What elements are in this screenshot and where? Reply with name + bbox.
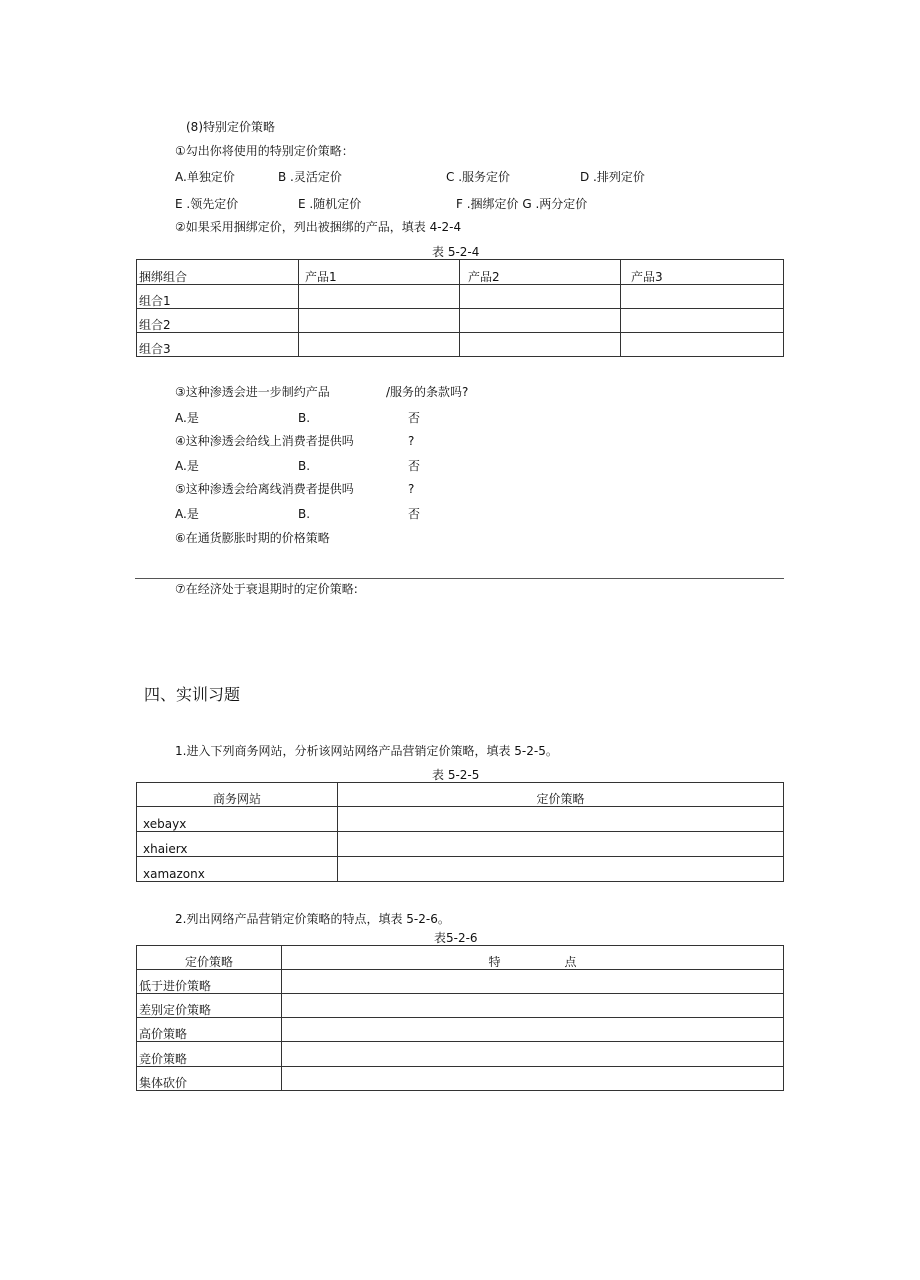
website-name: xebayx: [137, 807, 338, 832]
table-caption-524: 表 5-2-4: [432, 245, 480, 259]
table-cell: [282, 970, 784, 994]
header-features-part-1: 特: [488, 955, 501, 969]
answer-b: B.: [298, 459, 311, 473]
option-f-g: F .捆绑定价 G .两分定价: [456, 197, 588, 211]
table-cell: [460, 333, 621, 357]
answer-a: A.是: [175, 459, 199, 473]
answer-b: B.: [298, 411, 311, 425]
answer-no: 否: [408, 507, 421, 521]
option-e: E .领先定价: [175, 197, 239, 211]
question-1: ①勾出你将使用的特别定价策略：: [175, 144, 354, 158]
table-cell: [338, 857, 784, 882]
website-name: xamazonx: [137, 857, 338, 882]
website-name: xhaierx: [137, 832, 338, 857]
table-cell: [621, 309, 784, 333]
answer-b: B.: [298, 507, 311, 521]
header-product-2: 产品2: [460, 260, 621, 285]
question-5: ⑤这种渗透会给离线消费者提供吗: [175, 482, 354, 496]
table-row: [137, 832, 784, 857]
table-row: [137, 333, 784, 357]
row-label: 组合3: [137, 333, 299, 357]
strategy-name: 集体砍价: [137, 1067, 282, 1091]
table-cell: [338, 832, 784, 857]
table-cell: [282, 994, 784, 1018]
table-row: [137, 285, 784, 309]
table-cell: [282, 1018, 784, 1042]
header-features-part-2: 点: [564, 955, 577, 969]
row-label: 组合2: [137, 309, 299, 333]
table-row: [137, 1042, 784, 1067]
table-cell: [299, 333, 460, 357]
answer-no: 否: [408, 459, 421, 473]
option-a: A.单独定价: [175, 170, 235, 184]
exercise-1: 1.进入下列商务网站，分析该网站网络产品营销定价策略，填表 5-2-5。: [175, 744, 558, 758]
strategy-name: 高价策略: [137, 1018, 282, 1042]
table-header-row: [137, 783, 784, 807]
header-pricing-strategy: 定价策略: [338, 783, 784, 807]
header-features: [282, 946, 784, 970]
header-product-3: 产品3: [621, 260, 784, 285]
option-d: D .排列定价: [580, 170, 645, 184]
table-cell: [299, 309, 460, 333]
table-caption-526: 表5-2-6: [434, 931, 478, 945]
table-cell: [460, 285, 621, 309]
table-row: [137, 1018, 784, 1042]
website-pricing-table: [136, 782, 784, 882]
table-cell: [299, 285, 460, 309]
bundle-table: [136, 259, 784, 357]
table-cell: [621, 333, 784, 357]
answer-no: 否: [408, 411, 421, 425]
question-mark: ?: [408, 434, 415, 448]
question-4: ④这种渗透会给线上消费者提供吗: [175, 434, 354, 448]
row-label: 组合1: [137, 285, 299, 309]
table-cell: [338, 807, 784, 832]
question-2: ②如果采用捆绑定价，列出被捆绑的产品，填表 4-2-4: [175, 220, 462, 234]
answer-a: A.是: [175, 411, 199, 425]
table-header-row: [137, 260, 784, 285]
strategy-name: 竞价策略: [137, 1042, 282, 1067]
question-mark: ?: [408, 482, 415, 496]
answer-a: A.是: [175, 507, 199, 521]
table-row: [137, 970, 784, 994]
table-caption-525: 表 5-2-5: [432, 768, 480, 782]
table-row: [137, 1067, 784, 1091]
table-cell: [621, 285, 784, 309]
table-row: [137, 807, 784, 832]
header-website: 商务网站: [137, 783, 338, 807]
strategy-name: 差别定价策略: [137, 994, 282, 1018]
section-8-title: (8)特别定价策略: [186, 120, 275, 134]
table-row: [137, 994, 784, 1018]
exercise-2: 2.列出网络产品营销定价策略的特点，填表 5-2-6。: [175, 912, 450, 926]
option-e2: E .随机定价: [298, 197, 362, 211]
question-6: ⑥在通货膨胀时期的价格策略: [175, 531, 330, 545]
pricing-features-table: [136, 945, 784, 1091]
table-header-row: [137, 946, 784, 970]
table-row: [137, 309, 784, 333]
header-bundle: 捆绑组合: [137, 260, 299, 285]
divider-line: [135, 578, 784, 579]
strategy-name: 低于进价策略: [137, 970, 282, 994]
option-c: C .服务定价: [446, 170, 511, 184]
question-7: ⑦在经济处于衰退期时的定价策略:: [175, 582, 358, 596]
table-row: [137, 857, 784, 882]
table-cell: [282, 1042, 784, 1067]
header-product-1: 产品1: [299, 260, 460, 285]
question-3-part-a: ③这种渗透会进一步制约产品: [175, 385, 330, 399]
question-3-part-b: /服务的条款吗?: [386, 385, 469, 399]
header-strategy: 定价策略: [137, 946, 282, 970]
table-cell: [460, 309, 621, 333]
section-heading: 四、实训习题: [144, 685, 241, 704]
option-b: B .灵活定价: [278, 170, 342, 184]
table-cell: [282, 1067, 784, 1091]
